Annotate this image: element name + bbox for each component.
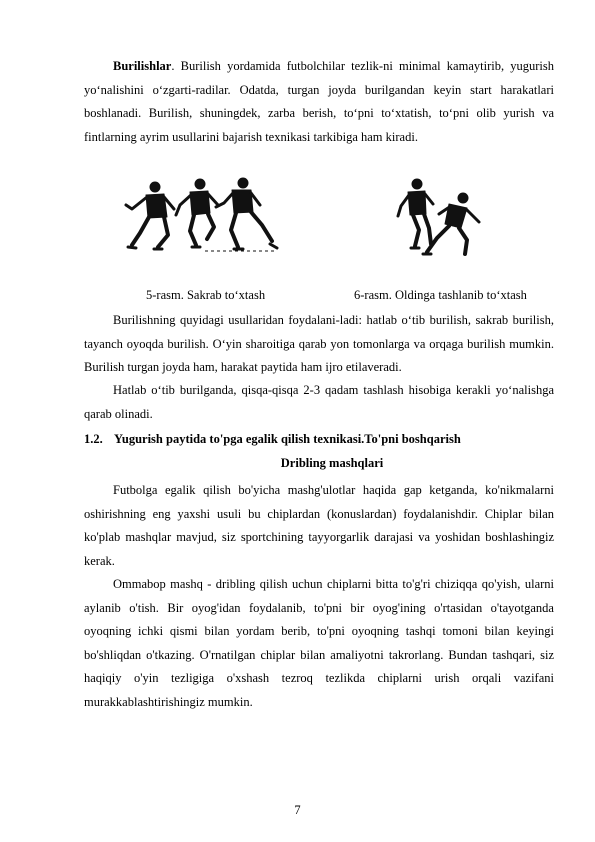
figure-caption-5: 5-rasm. Sakrab to‘xtash xyxy=(146,288,266,302)
section-title: Yugurish paytida to'pga egalik qilish texnikasi.To'pni boshqarish xyxy=(114,432,461,446)
paragraph-cones-training: Futbolga egalik qilish bo'yicha mashg'ulotlar haqida gap ketganda, ko'nikmalarni oshirishning eng yaxshi usuli bu chiplardan (konuslardan) foydalanishdir. Chiplar bilan ko'plab mashqlar mavjud, siz sportchining tayyorgarlik darajasi va yoshidan boshlashingiz kerak. xyxy=(84,483,554,568)
term-burilishlar: Burilishlar xyxy=(113,59,172,73)
page-number: 7 xyxy=(294,803,301,817)
figure-lunge-stop-illustration xyxy=(393,178,485,258)
paragraph-turn-methods: Burilishning quyidagi usullaridan foydalani-ladi: hatlab o‘tib burilish, sakrab burilish, tayanch oyoqda burilish. O‘yin sharoitiga qarab yon tomonlarga va orqaga burilish mumkin. Burilish turgan joyda ham, harakat paytida ham ijro etilaveradi. xyxy=(84,313,554,374)
section-subtitle: Dribling mashqlari xyxy=(280,456,384,470)
paragraph-turns xyxy=(84,55,554,149)
paragraph-step-turn: Hatlab o‘tib burilganda, qisqa-qisqa 2-3 qadam tashlash hisobiga kerakli yo‘nalishga qarab olinadi. xyxy=(84,383,554,421)
paragraph-turns-text: . Burilish yordamida futbolchilar tezlik-ni minimal kamaytirib, yugurish yo‘nalishini o‘zgarti-radilar. Odatda, turgan joyda burilgandan keyin start harakatlari boshlanadi. Burilish, shuningdek, zarba berish, to‘pni to‘xtatish, to‘pni olib yurish va fintlarning ayrim usullarini bajarish texnikasi tarkibiga ham kiradi. xyxy=(84,59,554,144)
figure-caption-6: 6-rasm. Oldinga tashlanib to‘xtash xyxy=(354,288,527,302)
figure-jump-stop-illustration xyxy=(110,175,282,259)
section-number: 1.2. xyxy=(84,432,103,446)
paragraph-dribbling-drill: Ommabop mashq - dribling qilish uchun chiplarni bitta to'g'ri chiziqqa qo'yish, ularni aylanib o'tish. Bir oyog'idan foydalanib, to'pni bir oyog'ining o'rtasidan o'tayotganda oyoqning ichki qismi bilan yordam berib, to'pni oyoqning tashqi tomoni bilan keyingi bo'shliqdan o'tkazing. O'rnatilgan chiplar bilan amaliyotni takrorlang. Bundan tashqari, siz haqiqiy o'yin tezligiga o'xshash tezroq tezlikda chiplarni urish orqali vazifani murakkablashtirishingiz mumkin. xyxy=(84,577,554,709)
